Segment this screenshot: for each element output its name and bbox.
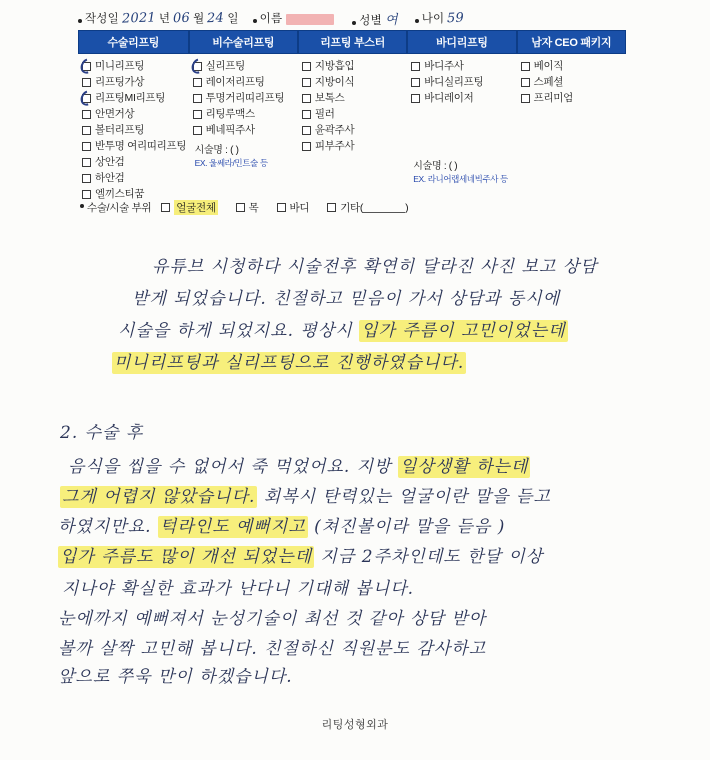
checkbox-label: 리프팅가상	[95, 76, 145, 88]
handwriting-text-plain: (쳐진볼이라 말을 듣음 )	[307, 517, 506, 537]
site-option-label: 바디	[289, 202, 310, 214]
header-line	[78, 8, 678, 28]
handwriting-line: 받게 되었습니다. 친절하고 믿음이 가서 상담과 동시에	[132, 289, 561, 309]
highlighted-text: 턱라인도 예뻐지고	[159, 517, 306, 537]
handwriting-line: 앞으로 쭈욱 만이 하겠습니다.	[58, 667, 293, 687]
checkbox-icon[interactable]	[82, 126, 91, 135]
checkbox-row[interactable]	[82, 58, 187, 74]
checkbox-label: 윤곽주사	[314, 124, 355, 136]
column-header-2: 리프팅 부스터	[298, 30, 407, 54]
handwriting-section-title: 2. 수술 후	[60, 423, 144, 443]
checkbox-label: 지방흡입	[314, 60, 355, 72]
bullet-icon	[253, 19, 257, 23]
gender-value: 여	[384, 12, 399, 28]
checkbox-row[interactable]	[82, 74, 187, 90]
checkbox-label: 레이저리프팅	[205, 76, 265, 88]
column-header-4: 남자 CEO 패키지	[517, 30, 626, 54]
column-items-4	[517, 54, 626, 108]
checkbox-label: 리팅루맥스	[205, 108, 255, 120]
checkbox-label: 상안검	[95, 156, 125, 168]
handwriting-text-plain: 회복시 탄력있는 얼굴이란 말을 듣고	[257, 487, 551, 507]
site-option-label: 목	[248, 202, 259, 214]
checkbox-icon[interactable]	[411, 62, 420, 71]
checkbox-row[interactable]	[521, 58, 624, 74]
checkbox-label: 베이직	[533, 60, 564, 72]
gender-label: 성별	[359, 14, 382, 27]
column-header-3: 바디리프팅	[407, 30, 516, 54]
column-header-0: 수술리프팅	[78, 30, 189, 54]
checkbox-icon[interactable]	[521, 62, 530, 71]
checkbox-row[interactable]	[521, 90, 624, 106]
date-label: 작성일	[85, 13, 119, 25]
handwriting-line	[118, 316, 568, 341]
checkbox-icon[interactable]	[302, 110, 311, 119]
highlighted-text: 입가 주름도 많이 개선 되었는데	[60, 547, 313, 567]
checkbox-icon[interactable]	[193, 126, 202, 135]
name-label: 이름	[259, 13, 283, 25]
checkbox-icon[interactable]	[302, 94, 311, 103]
bullet-icon	[352, 21, 356, 25]
column-items-1	[189, 54, 298, 171]
handwriting-text-plain: 시술을 하게 되었지요. 평상시	[118, 321, 360, 341]
checkbox-label: 엘끼스티꿈	[95, 188, 145, 200]
checkbox-icon[interactable]	[82, 110, 91, 119]
checkbox-label: 스페셜	[533, 76, 564, 88]
day-unit: 일	[227, 13, 239, 25]
handwriting-line: 볼까 살짝 고민해 봅니다. 친절하신 직원분도 감사하고	[58, 639, 487, 659]
checkbox-icon[interactable]	[302, 62, 311, 71]
checkbox-label: 프리미엄	[533, 92, 573, 104]
checkbox-icon[interactable]	[82, 190, 91, 199]
bullet-icon	[415, 19, 419, 23]
site-option-label: 얼굴전체	[176, 202, 216, 214]
procedure-name-label: 시술명 : ( )	[413, 161, 458, 172]
checkbox-icon[interactable]	[327, 203, 336, 212]
checkbox-label: 하안검	[95, 172, 125, 184]
handwriting-line	[68, 452, 530, 477]
checkbox-icon[interactable]	[236, 203, 245, 212]
checkbox-label: 피부주사	[314, 140, 355, 152]
procedure-table-header-row	[78, 30, 626, 54]
etc-suffix: )	[405, 201, 409, 214]
highlighted-text: 그게 어렵지 않았습니다.	[62, 487, 256, 507]
checkbox-icon[interactable]	[82, 174, 91, 183]
handwriting-line: 유튜브 시청하다 시술전후 확연히 달라진 사진 보고 상담	[152, 257, 598, 277]
checkbox-icon[interactable]	[411, 94, 420, 103]
checkbox-label: 바디실리프팅	[424, 76, 484, 88]
checkbox-label: 지방이식	[314, 76, 355, 88]
checkbox-row[interactable]	[411, 74, 514, 90]
checkbox-row[interactable]	[411, 58, 514, 74]
checkbox-label: 실리프팅	[205, 60, 245, 72]
age-label: 나이	[421, 13, 445, 25]
handwriting-text-plain: 음식을 씹을 수 없어서 죽 먹었어요. 지방	[68, 457, 398, 477]
age-value: 59	[447, 10, 465, 27]
checkbox-icon[interactable]	[302, 78, 311, 87]
day-value: 24	[207, 10, 225, 27]
checkbox-row[interactable]	[193, 106, 296, 122]
column-items-0	[78, 54, 189, 204]
handwriting-text-plain: 지금 2주차인데도 한달 이상	[314, 547, 544, 567]
checkbox-icon[interactable]	[193, 78, 202, 87]
column-items-3	[407, 54, 516, 187]
checkbox-row[interactable]	[82, 122, 187, 138]
bullet-icon	[80, 204, 84, 208]
highlighted-text: 미니리프팅과 실리프팅으로 진행하였습니다.	[114, 353, 465, 373]
checkbox-icon[interactable]	[411, 78, 420, 87]
handwriting-text-plain: 하였지만요.	[58, 517, 158, 537]
procedure-name-field-1[interactable]	[195, 141, 296, 156]
checkbox-row[interactable]	[302, 122, 405, 138]
checkbox-label: 볼터리프팅	[95, 124, 145, 136]
checkbox-label: 안면거상	[95, 108, 135, 120]
year-unit: 년	[158, 13, 171, 25]
highlighted-text: 일상생활 하는데	[399, 457, 529, 477]
month-unit: 월	[193, 13, 205, 25]
checkbox-row[interactable]	[302, 138, 405, 154]
procedure-table-body-row	[78, 54, 626, 204]
checkbox-icon[interactable]	[521, 94, 530, 103]
column-header-1: 비수술리프팅	[189, 30, 298, 54]
example-text-3: EX. 라니어랩세네빅주사 등	[413, 174, 508, 184]
date-field	[78, 10, 239, 26]
procedure-name-field-3[interactable]	[413, 157, 514, 172]
checkbox-icon[interactable]	[82, 142, 91, 151]
name-redaction	[286, 14, 334, 25]
site-option-face[interactable]	[161, 200, 217, 215]
checkbox-icon[interactable]	[161, 203, 170, 212]
checkbox-icon[interactable]	[521, 78, 530, 87]
checkbox-icon[interactable]	[82, 78, 91, 87]
checkbox-label: 투명거리띠리프팅	[205, 92, 285, 104]
gender-field	[352, 9, 400, 28]
example-text-1: EX. 울쎄라/민트술 등	[194, 158, 268, 168]
checkbox-row[interactable]	[193, 122, 296, 138]
checkbox-label: 미니리프팅	[95, 60, 145, 72]
name-field	[253, 10, 339, 26]
procedure-name-label: 시술명 : ( )	[194, 145, 239, 156]
checkbox-icon[interactable]	[82, 158, 91, 167]
age-field	[415, 10, 468, 26]
checkbox-label: 보톡스	[314, 92, 345, 104]
treatment-site-row	[80, 200, 426, 215]
column-items-2	[298, 54, 407, 156]
handwriting-line: 지나야 확실한 효과가 난다니 기대해 봅니다.	[62, 579, 415, 599]
checkbox-row[interactable]	[302, 58, 405, 74]
site-option-etc[interactable]	[327, 200, 408, 215]
checkbox-row[interactable]	[82, 154, 187, 170]
bullet-icon	[78, 19, 82, 23]
checkbox-icon[interactable]	[193, 62, 202, 71]
checkbox-row[interactable]	[193, 90, 296, 106]
checkbox-row[interactable]	[193, 74, 296, 90]
checkbox-icon[interactable]	[277, 203, 286, 212]
checkbox-row[interactable]	[521, 74, 624, 90]
checkbox-row[interactable]	[302, 74, 405, 90]
checkbox-row[interactable]	[82, 170, 187, 186]
checkbox-row[interactable]	[193, 58, 296, 74]
handwriting-line	[112, 348, 466, 373]
checkbox-label: 반투명 여리띠리프팅	[95, 140, 187, 152]
etc-input[interactable]	[363, 203, 405, 213]
checkbox-icon[interactable]	[193, 94, 202, 103]
checkbox-icon[interactable]	[193, 110, 202, 119]
handwriting-line	[58, 512, 505, 537]
site-option-body[interactable]	[277, 200, 310, 215]
checkbox-icon[interactable]	[82, 94, 91, 103]
handwriting-line	[58, 542, 543, 567]
checkbox-label: 바디주사	[424, 60, 464, 72]
checkbox-label: 바디레이저	[424, 92, 474, 104]
checkbox-row[interactable]	[82, 106, 187, 122]
month-value: 06	[172, 10, 191, 27]
checkbox-icon[interactable]	[302, 126, 311, 135]
checkbox-icon[interactable]	[82, 62, 91, 71]
handwriting-line: 눈에까지 예뻐져서 눈성기술이 최선 것 같아 상담 받아	[58, 609, 487, 629]
year-value: 2021	[121, 10, 157, 27]
checkbox-label: 필러	[314, 108, 335, 120]
highlighted-text: 입가 주름이 고민이었는데	[361, 321, 566, 341]
treatment-site-label-text: 수술/시술 부위	[87, 202, 152, 214]
checkbox-label: 베네픽주사	[205, 124, 255, 136]
checkbox-row[interactable]	[411, 90, 514, 106]
site-option-neck[interactable]	[236, 200, 259, 215]
checkbox-row[interactable]	[82, 90, 187, 106]
site-option-label: 기타(	[340, 202, 364, 214]
checkbox-label: 리프팅MI리프팅	[95, 92, 166, 104]
treatment-site-label	[80, 200, 151, 215]
footer-clinic-name: 리팅성형외과	[321, 719, 389, 731]
procedure-table	[78, 30, 626, 204]
checkbox-icon[interactable]	[302, 142, 311, 151]
handwriting-line	[60, 482, 551, 507]
checkbox-row[interactable]	[302, 90, 405, 106]
checkbox-row[interactable]	[302, 106, 405, 122]
checkbox-row[interactable]	[82, 138, 187, 154]
